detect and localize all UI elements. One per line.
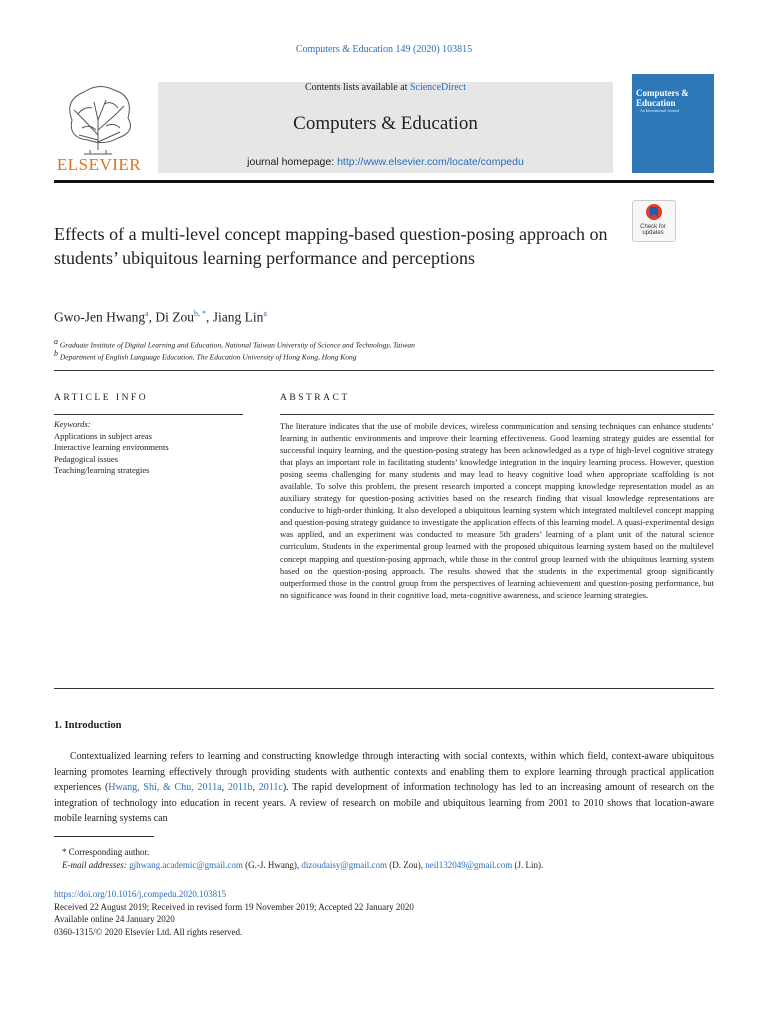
citation-link[interactable]: 2011c — [258, 782, 283, 793]
author-affiliation-mark[interactable]: a — [263, 309, 267, 318]
article-title: Effects of a multi-level concept mapping-based question-posing approach on students’ ubiquitous learning performance and perceptions — [54, 224, 608, 268]
author-affiliation-mark[interactable]: b, * — [194, 309, 207, 318]
copyright: 0360-1315/© 2020 Elsevier Ltd. All rights reserved. — [54, 926, 243, 937]
keywords-block — [54, 419, 169, 477]
keyword-item: Applications in subject areas — [54, 430, 152, 441]
cover-subtitle: An International Journal — [640, 108, 680, 113]
email-link[interactable]: gjhwang.academic@gmail.com — [129, 860, 243, 870]
footnote-rule — [54, 836, 154, 837]
header-rule — [54, 180, 714, 183]
author-name[interactable]: Jiang Lin — [212, 309, 264, 325]
author-name[interactable]: Di Zou — [155, 309, 195, 325]
email-addresses: E-mail addresses: gjhwang.academic@gmail.com (G.-J. Hwang), dizoudaisy@gmail.com (D. Zou), neil132049@gmail.com (J. Lin). — [62, 860, 544, 870]
publisher-wordmark: ELSEVIER — [56, 155, 142, 174]
publication-info — [54, 888, 414, 938]
received-dates: Received 22 August 2019; Received in revised form 19 November 2019; Accepted 22 January 2020 — [54, 901, 414, 912]
article-info-heading: ARTICLE INFO — [54, 393, 149, 403]
keywords-label: Keywords: — [54, 419, 91, 429]
journal-reference[interactable]: Computers & Education 149 (2020) 103815 — [295, 44, 473, 55]
citation-link[interactable]: Hwang, Shi, & Chu, 2011a — [108, 782, 222, 793]
homepage-link[interactable]: http://www.elsevier.com/locate/compedu — [337, 156, 524, 168]
keyword-item: Pedagogical issues — [54, 453, 118, 464]
cover-title: Computers & Education — [636, 88, 689, 108]
article-info-rule — [54, 414, 243, 415]
available-online: Available online 24 January 2020 — [54, 914, 175, 925]
homepage-line: journal homepage: http://www.elsevier.com/locate/compedu — [247, 156, 524, 168]
section-rule — [54, 370, 714, 371]
email-link[interactable]: dizoudaisy@gmail.com — [301, 860, 387, 870]
corresponding-author-note: * Corresponding author. — [62, 847, 150, 857]
author-affiliation-mark[interactable]: a — [145, 309, 149, 318]
affiliation: a Graduate Institute of Digital Learning and Education, National Taiwan University of Science and Technology, Taiwan — [54, 337, 415, 350]
abstract-text: The literature indicates that the use of mobile devices, wireless communication and sensing techniques can enhance students’ learning in authentic environments and improve their learning effectiveness. Good learning strategy guides are essential for successful inquiry learning, and the question-posing strategy has been acknowledged as a type of high-level cognitive strategy that plays an important role in facilitating students’ knowledge integration in the inquiry learning process. However, question posing seems challenging for many students and may lead to heavy cognitive load when appropriate scaffolding is not available. To solve this problem, the present research imported a concept mapping knowledge representation model as an auxiliary strategy for question-posing activities based on the research finding that visual knowledge representations are conducive to high-order thinking. It also developed a ubiquitous learning system which integrated multilevel concept mapping and question-posing strategy guidance to investigate the application effects of this learning model. A quasi-experimental design was applied, and an experiment was conducted to measure 5th graders’ learning of a plant unit of the natural science curriculum. Students in the experimental group learned with the proposed ubiquitous learning system based on the multilevel concept mapping and question-posing approach, while those in the control group learned with the ubiquitous learning system based on the question-posing approach. The results showed that the students in the experimental group significantly outperformed those in the control group from the perspectives of learning achievement and question-posing performance, but no significance was found in their cognitive load, meta-cognitive awareness, and science learning strategies. — [280, 421, 714, 600]
keyword-item: Teaching/learning strategies — [54, 465, 150, 475]
author-list: Gwo-Jen Hwang$^a$, Di Zou$^{b, *}$, Jiang Lin$^a$ — [54, 309, 267, 325]
abstract-rule — [280, 414, 714, 415]
bookmark-icon — [633, 201, 675, 223]
email-link[interactable]: neil132049@gmail.com — [425, 860, 513, 870]
section-rule — [54, 688, 714, 689]
doi-link[interactable]: https://doi.org/10.1016/j.compedu.2020.103815 — [54, 889, 227, 899]
abstract-heading: ABSTRACT — [280, 393, 350, 403]
introduction-paragraph: Contextualized learning refers to learning and constructing knowledge through interacting with social contexts, within which field, context-aware ubiquitous learning promotes learning effectively through providing students with authentic contexts and enabling them to explore learning through practical application experiences (Hwang, Shi, & Chu, 2011a, 2011b, 2011c). The rapid development of information technology has led to an increasing amount of research on the integration of technology into education in recent years. A review of research on mobile and ubiquitous learning from 2001 to 2010 shows that location-aware mobile learning systems can — [54, 751, 715, 824]
contents-line: Contents lists available at ScienceDirect — [304, 82, 467, 93]
introduction-heading: 1. Introduction — [54, 720, 122, 731]
affiliation: b Department of English Language Education, The Education University of Hong Kong, Hong Kong — [54, 349, 357, 362]
author-name[interactable]: Gwo-Jen Hwang — [54, 309, 146, 325]
check-for-updates-label: Check for updates — [640, 224, 666, 236]
sciencedirect-link[interactable]: ScienceDirect — [409, 82, 467, 93]
citation-link[interactable]: 2011b — [227, 782, 253, 793]
keyword-item: Interactive learning environments — [54, 442, 169, 452]
journal-title: Computers & Education — [293, 113, 478, 134]
